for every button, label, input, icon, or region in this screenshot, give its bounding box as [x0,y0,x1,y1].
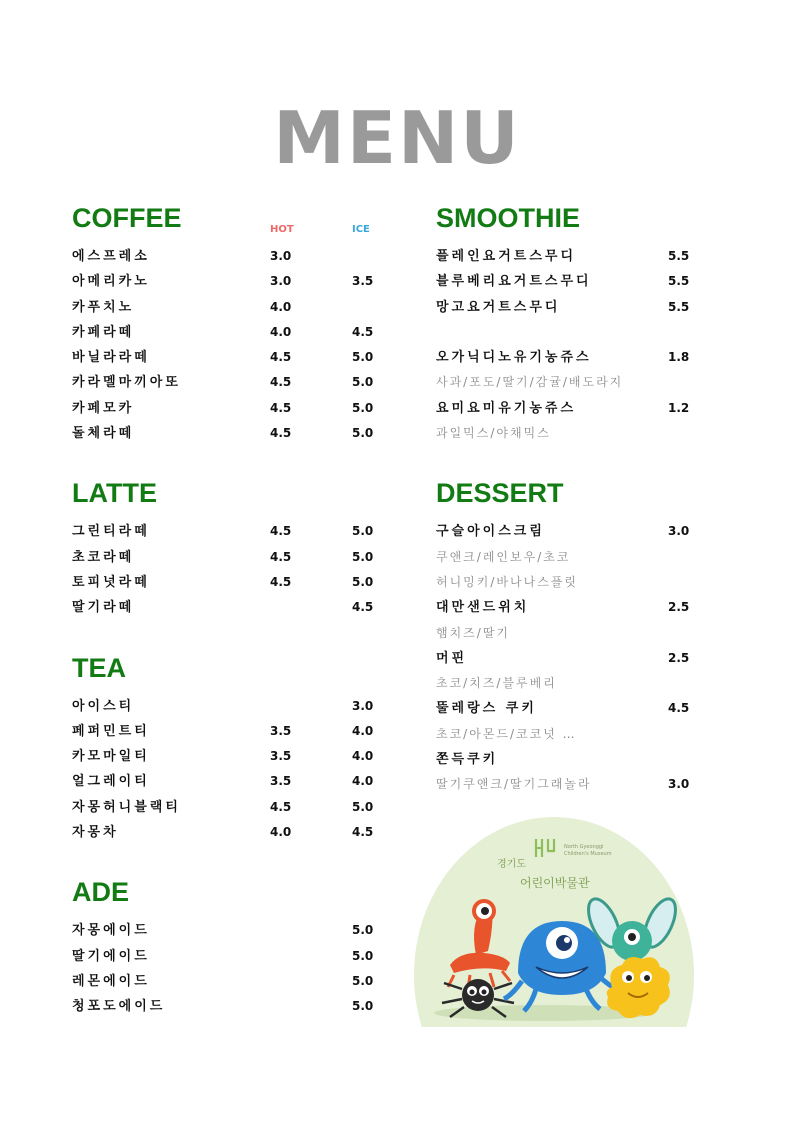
item-name: 쿠앤크/레인보우/초코 [436,549,571,564]
item-price-ice: 5.0 [352,973,374,988]
item-name: 자몽허니블랙티 [72,799,181,815]
item-name: 페퍼민트티 [72,723,150,739]
item-name: 딸기쿠앤크/딸기그래놀라 [436,777,592,792]
menu-item [436,747,706,772]
menu-item [72,396,392,421]
menu-item [72,370,392,395]
item-price-hot: 4.0 [270,825,292,840]
right-column [436,200,706,827]
item-name: 초코/치즈/블루베리 [436,676,557,691]
item-price-hot: 4.5 [270,799,292,814]
coffee-section [72,200,392,446]
hot-column-header: HOT [270,224,294,235]
item-price: 4.5 [668,701,690,716]
coffee-items [72,244,392,446]
item-price-ice: 5.0 [352,549,374,564]
item-price: 3.0 [668,524,690,539]
section-title-latte: LATTE [72,478,157,509]
item-name: 오가닉디노유기농쥬스 [436,350,592,366]
item-name: 쫀득쿠키 [436,752,499,768]
item-price-ice: 5.0 [352,524,374,539]
item-price-ice: 3.5 [352,274,374,289]
logo-korean-line2: 어린이박물관 [520,876,590,890]
spacer [436,320,706,345]
item-name: 플레인요거트스무디 [436,249,577,264]
item-price-hot: 3.0 [270,274,292,289]
ade-section [72,874,392,1019]
item-price-ice: 4.0 [352,749,374,764]
menu-item-options [436,545,706,570]
menu-item-options [436,570,706,595]
item-name: 사과/포도/딸기/감귤/배도라지 [436,375,624,390]
item-price: 5.5 [668,299,690,314]
menu-item [436,519,706,544]
menu-item [436,396,706,421]
menu-item [72,295,392,320]
museum-illustration [414,815,694,1027]
smoothie-section [436,200,706,446]
item-name: 그린티라떼 [72,524,150,540]
menu-item-options [436,722,706,747]
menu-item [72,820,392,845]
item-price: 2.5 [668,650,690,665]
item-name: 과일믹스/야채믹스 [436,426,551,441]
menu-item-options [436,671,706,696]
item-price-ice: 5.0 [352,999,374,1014]
logo-english-line2: Children's Museum [564,851,612,857]
item-price-hot: 3.5 [270,774,292,789]
item-price-ice: 4.0 [352,723,374,738]
tea-items [72,694,392,846]
section-title-coffee: COFFEE [72,203,182,233]
item-price-ice: 5.0 [352,400,374,415]
item-price-hot: 4.5 [270,350,292,365]
item-name: 카페라떼 [72,324,135,340]
menu-item [72,969,392,994]
menu-item-options [436,421,706,446]
item-price: 5.5 [668,249,690,263]
item-name: 딸기에이드 [72,948,150,964]
menu-item [72,570,392,595]
item-name: 청포도에이드 [72,999,166,1015]
menu-item [72,345,392,370]
item-price-ice: 4.5 [352,324,374,339]
item-price-hot: 4.0 [270,299,292,314]
item-price-hot: 4.5 [270,574,292,589]
smoothie-items [436,244,706,446]
menu-item [436,244,706,269]
item-price-hot: 3.5 [270,749,292,764]
item-name: 머핀 [436,650,468,666]
menu-item [72,769,392,794]
item-price-ice: 5.0 [352,948,374,963]
item-price: 3.0 [668,777,690,792]
menu-item [72,944,392,969]
item-price-ice: 5.0 [352,350,374,365]
item-price: 2.5 [668,600,690,615]
item-name: 초코라떼 [72,549,135,565]
item-price-ice: 3.0 [352,698,374,713]
menu-item [72,795,392,820]
dessert-items [436,519,706,797]
item-name: 카라멜마끼아또 [72,375,181,391]
menu-item-options [436,370,706,395]
menu-item [72,421,392,446]
item-name: 얼그레이티 [72,774,150,790]
menu-item [436,295,706,320]
menu-item [436,646,706,671]
item-price-hot: 4.5 [270,375,292,390]
latte-section [72,475,392,620]
menu-item [72,269,392,294]
item-name: 바닐라라떼 [72,350,150,366]
logo-english-line1: North Gyeonggi [564,844,604,850]
item-name: 카페모카 [72,400,135,416]
item-price-ice: 4.5 [352,825,374,840]
item-name: 에스프레소 [72,249,150,264]
item-price: 1.2 [668,400,690,415]
menu-item [436,696,706,721]
item-price-hot: 4.5 [270,549,292,564]
latte-items [72,519,392,620]
item-name: 카푸치노 [72,299,135,315]
item-name: 구슬아이스크림 [436,524,545,540]
menu-item [436,269,706,294]
item-price: 5.5 [668,274,690,289]
item-price-ice: 4.0 [352,774,374,789]
menu-item-options [436,621,706,646]
left-column [72,200,392,1049]
ade-items [72,918,392,1019]
dessert-section [436,475,706,797]
item-name: 카모마일티 [72,749,150,765]
item-name: 블루베리요거트스무디 [436,274,592,290]
menu-item [72,994,392,1019]
item-name: 자몽에이드 [72,923,150,939]
menu-item [436,345,706,370]
menu-title: MENU [273,96,521,180]
item-price-ice: 5.0 [352,375,374,390]
menu-item-options [436,772,706,797]
menu-item [72,694,392,719]
item-price-hot: 4.5 [270,400,292,415]
item-price-hot: 4.5 [270,524,292,539]
section-title-smoothie: SMOOTHIE [436,203,581,233]
menu-item [72,519,392,544]
item-price-hot: 3.0 [270,249,292,263]
section-title-ade: ADE [72,877,130,908]
item-price-ice: 5.0 [352,923,374,938]
item-name: 아메리카노 [72,274,150,290]
item-price: 1.8 [668,350,690,365]
item-name: 망고요거트스무디 [436,299,561,315]
menu-item [72,320,392,345]
item-name: 대만샌드위치 [436,600,530,616]
item-price-ice: 5.0 [352,799,374,814]
item-price-ice: 5.0 [352,426,374,441]
menu-item [72,244,392,269]
menu-item [72,719,392,744]
item-name: 초코/아몬드/코코넛 … [436,726,577,741]
item-name: 토피넛라떼 [72,574,150,590]
item-price-hot: 3.5 [270,723,292,738]
item-name: 레몬에이드 [72,973,150,989]
section-title-dessert: DESSERT [436,478,564,509]
logo-korean-line1: 경기도 [497,859,526,870]
item-name: 돌체라떼 [72,426,135,442]
section-title-tea: TEA [72,652,126,683]
item-name: 자몽차 [72,825,119,841]
item-name: 햄치즈/딸기 [436,625,511,640]
menu-item [72,545,392,570]
menu-item [72,918,392,943]
item-name: 뚤레랑스 쿠키 [436,701,537,717]
item-price-ice: 5.0 [352,574,374,589]
item-price-hot: 4.5 [270,426,292,441]
tea-section [72,650,392,846]
item-price-ice: 4.5 [352,600,374,615]
item-name: 아이스티 [72,698,135,714]
item-name: 요미요미유기농쥬스 [436,400,577,416]
menu-item [72,744,392,769]
item-price-hot: 4.0 [270,324,292,339]
menu-item [436,595,706,620]
item-name: 딸기라떼 [72,600,135,616]
ice-column-header: ICE [352,224,370,235]
menu-item [72,595,392,620]
item-name: 허니밍키/바나나스플릿 [436,574,578,589]
